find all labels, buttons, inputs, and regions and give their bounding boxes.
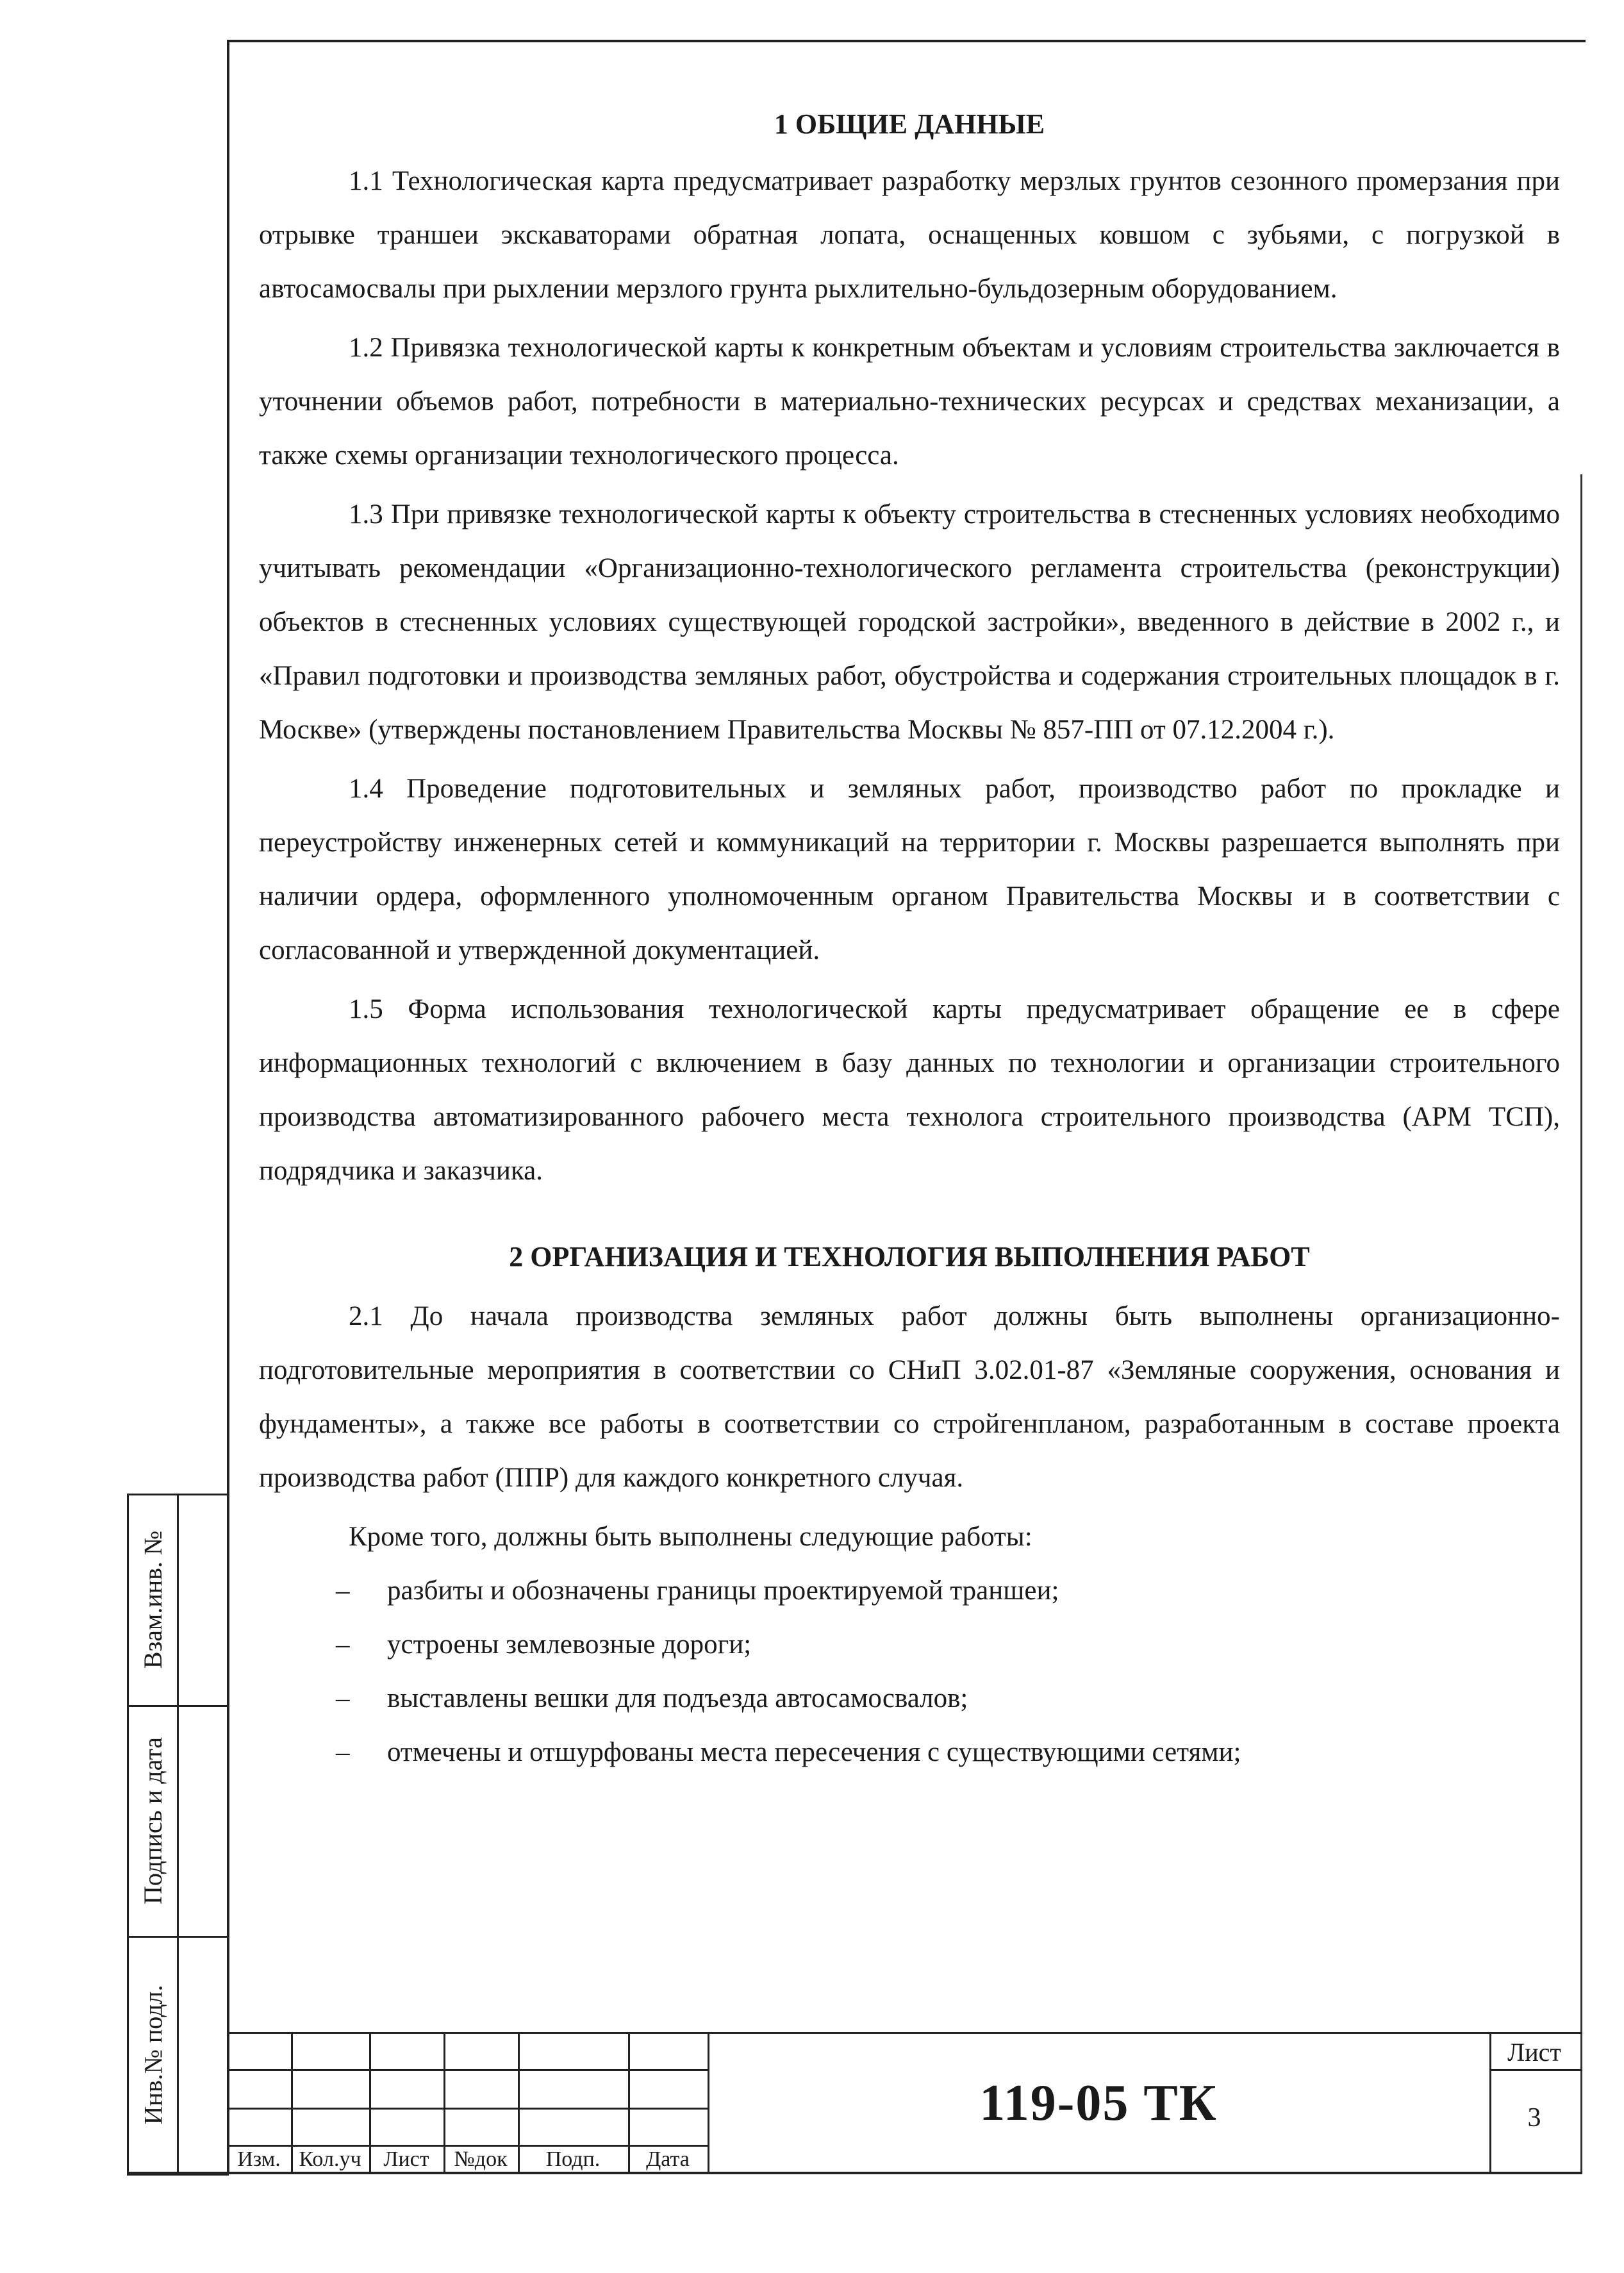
list-item [259, 1726, 1560, 1779]
header-signature: Подп. [545, 2147, 601, 2171]
title-block [227, 2032, 1582, 2174]
document-code: 119-05 ТК [979, 2074, 1218, 2131]
list-item-text: разбиты и обозначены границы проектируемой траншеи; [387, 1576, 1059, 1606]
paragraph-1-1: 1.1 Технологическая карта предусматривает разработку мерзлых грунтов сезонного промерзания при отрывке траншеи экскаваторами обратная лопата, оснащенных ковшом с зубьями, с погрузкой в автосамосвалы при рыхлении мерзлого грунта рыхлительно-бульдозерным оборудованием. [259, 166, 1560, 304]
header-sheet: Лист [383, 2147, 429, 2171]
list-dash: – [336, 1576, 350, 1606]
title-block-row-line [227, 2108, 708, 2110]
list-dash: – [336, 1737, 350, 1767]
paragraph-2-1: 2.1 До начала производства земляных работ должны быть выполнены организационно-подготовительные мероприятия в соответствии со СНиП 3.02.01-87 «Земляные сооружения, основания и фундаменты», а также все работы в соответствии со стройгенпланом, разработанным в составе проекта производства работ (ППР) для каждого конкретного случая. [259, 1301, 1560, 1493]
list-dash: – [336, 1683, 350, 1713]
sheet-box [1489, 2032, 1582, 2174]
sheet-label: Лист [1507, 2038, 1561, 2067]
paragraph-2-intro: Кроме того, должны быть выполнены следующие работы: [349, 1522, 1032, 1552]
side-stamp-cell [133, 1705, 173, 1936]
title-block-row-line [227, 2145, 708, 2147]
list-item-text: отмечены и отшурфованы места пересечения с существующими сетями; [387, 1737, 1241, 1767]
side-stamp-label-signature: Подпись и дата [138, 1736, 168, 1904]
header-doc-number: №док [454, 2147, 508, 2171]
side-stamp [127, 1494, 229, 2174]
document-body [259, 108, 1560, 1779]
list-item-text: устроены землевозные дороги; [387, 1629, 752, 1660]
paragraph-1-5: 1.5 Форма использования технологической карты предусматривает обращение ее в сфере информационных технологий с включением в базу данных по технологии и организации строительного производства автоматизированного рабочего места технолога строительного производства (АРМ ТСП), подрядчика и заказчика. [259, 994, 1560, 1186]
list-item [259, 1618, 1560, 1672]
work-list [259, 1564, 1560, 1779]
title-block-row-line [227, 2069, 708, 2071]
section1-heading: 1 ОБЩИЕ ДАННЫЕ [774, 108, 1045, 140]
side-stamp-column-divider [177, 1494, 179, 2173]
paragraph-1-2: 1.2 Привязка технологической карты к конкретным объектам и условиям строительства заключается в уточнении объемов работ, потребности в материально-технических ресурсах и средствах механизации, а также схемы организации технологического процесса. [259, 333, 1560, 470]
paragraph-1-3: 1.3 При привязке технологической карты к объекту строительства в стесненных условиях необходимо учитывать рекомендации «Организационно-технологического регламента строительства (реконструкции) объектов в стесненных условиях существующей городской застройки», введенного в действие в 2002 г., и «Правил подготовки и производства земляных работ, обустройства и содержания строительных площадок в г. Москве» (утверждены постановлением Правительства Москвы № 857-ПП от 07.12.2004 г.). [259, 499, 1560, 745]
side-stamp-cell [133, 1936, 173, 2173]
side-stamp-label-inventory: Инв.№ подл. [138, 1985, 168, 2124]
frame-right-line [1580, 474, 1582, 2174]
list-item [259, 1672, 1560, 1726]
frame-top-line [227, 40, 1586, 42]
header-date: Дата [646, 2147, 690, 2171]
side-stamp-label-replacement: Взам.инв. № [138, 1530, 168, 1669]
side-stamp-cell [133, 1494, 173, 1705]
list-dash: – [336, 1629, 350, 1660]
header-change: Изм. [237, 2147, 281, 2171]
header-count: Кол.уч [299, 2147, 361, 2171]
sheet-number: 3 [1527, 2103, 1541, 2133]
paragraph-1-4: 1.4 Проведение подготовительных и земляных работ, производство работ по прокладке и переустройству инженерных сетей и коммуникаций на территории г. Москвы разрешается выполнять при наличии ордера, оформленного уполномоченным органом Правительства Москвы и в соответствии с согласованной и утвержденной документацией. [259, 774, 1560, 965]
list-item-text: выставлены вешки для подъезда автосамосвалов; [387, 1683, 968, 1713]
section2-heading: 2 ОРГАНИЗАЦИЯ И ТЕХНОЛОГИЯ ВЫПОЛНЕНИЯ РАБОТ [509, 1241, 1310, 1272]
list-item [259, 1564, 1560, 1618]
